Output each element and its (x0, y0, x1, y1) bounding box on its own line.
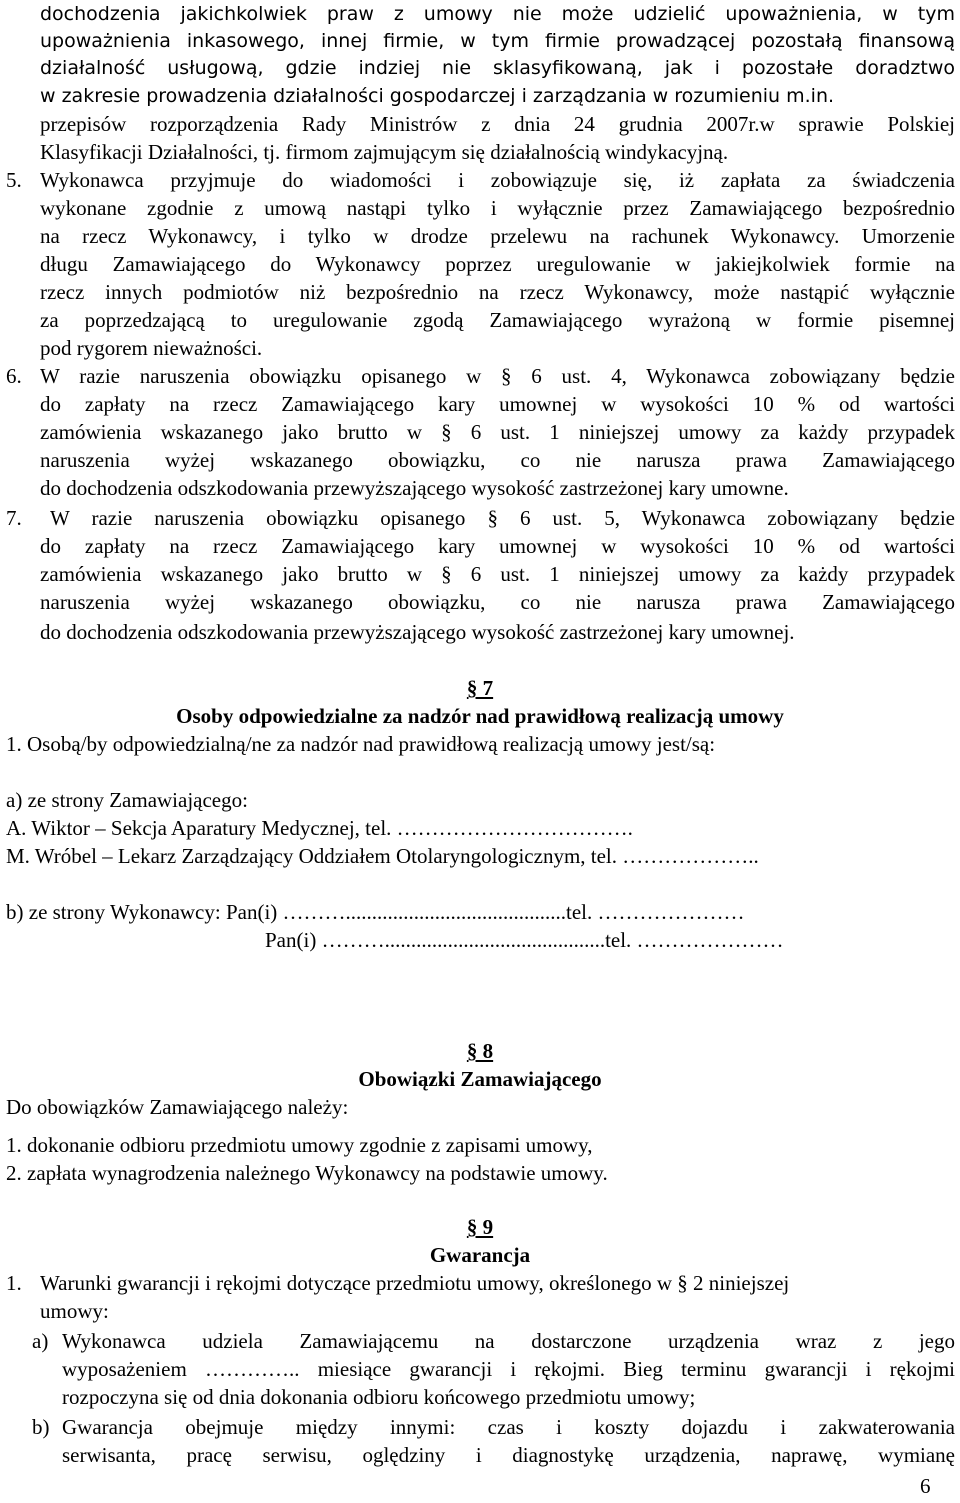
text-line: wyposażeniem ………….. miesiące gwarancji i rękojmi. Bieg terminu gwarancji i rękojmi (62, 1357, 955, 1381)
text-line: dochodzenia jakichkolwiek praw z umowy nie może udzielić upoważnienia, w tym (40, 3, 955, 25)
text-line: Wykonawca udziela Zamawiającemu na dostarczone urządzenia wraz z jego (62, 1329, 955, 1353)
text-line: Klasyfikacji Działalności, tj. firmom zajmującym się działalnością windykacyjną. (40, 140, 729, 164)
text-line: a) ze strony Zamawiającego: (6, 788, 248, 812)
section-number: § 7 (466, 676, 494, 700)
text-line: za poprzedzającą to uregulowanie zgodą Zamawiającego wyrażoną w formie pisemnej (40, 308, 955, 332)
text-line: b) ze strony Wykonawcy: Pan(i) ………..........................................tel. ………………… (6, 900, 745, 924)
text-line: długu Zamawiającego do Wykonawcy poprzez uregulowanie w jakiejkolwiek formie na (40, 252, 955, 276)
item-number: 6. (6, 364, 22, 388)
text-line: naruszenia wyżej wskazanego obowiązku, co nie narusza prawa Zamawiającego (40, 448, 955, 472)
text-line: 1. Osobą/by odpowiedzialną/ne za nadzór nad prawidłową realizacją umowy jest/są: (6, 732, 716, 756)
text-line: zamówienia wskazanego jako brutto w § 6 ust. 1 niniejszej umowy za każdy przypadek (40, 420, 955, 444)
section-title: Osoby odpowiedzialne za nadzór nad prawidłową realizacją umowy (176, 704, 784, 728)
text-line: działalność usługową, gdzie indziej nie sklasyfikowaną, jak i pozostałe doradztwo (40, 57, 955, 79)
text-line: zamówienia wskazanego jako brutto w § 6 ust. 1 niniejszej umowy za każdy przypadek (40, 562, 955, 586)
text-line: w zakresie prowadzenia działalności gospodarczej i zarządzania w rozumieniu m.in. (40, 85, 835, 107)
text-line: Do obowiązków Zamawiającego należy: (6, 1095, 349, 1119)
text-line: M. Wróbel – Lekarz Zarządzający Oddziałem Otolaryngologicznym, tel. ……………….. (6, 844, 759, 868)
text-line: pod rygorem nieważności. (40, 336, 263, 360)
text-line: W razie naruszenia obowiązku opisanego w § 6 ust. 4, Wykonawca zobowiązany będzie (40, 364, 955, 388)
list-item: 2. zapłata wynagrodzenia należnego Wykonawcy na podstawie umowy. (6, 1161, 608, 1185)
section-number: § 8 (466, 1039, 494, 1063)
page-number: 6 (920, 1474, 931, 1498)
text-line: do dochodzenia odszkodowania przewyższającego wysokość zastrzeżonej kary umowne. (40, 476, 789, 500)
text-line: do dochodzenia odszkodowania przewyższającego wysokość zastrzeżonej kary umownej. (40, 620, 795, 644)
text-line: Pan(i) ………..........................................tel. ………………… (265, 928, 784, 952)
text-line: serwisanta, pracę serwisu, oględziny i diagnostykę urządzenia, naprawę, wymianę (62, 1443, 955, 1467)
text-line: przepisów rozporządzenia Rady Ministrów z dnia 24 grudnia 2007r.w sprawie Polskiej (40, 112, 955, 136)
item-number: b) (32, 1415, 50, 1439)
text-line: Warunki gwarancji i rękojmi dotyczące przedmiotu umowy, określonego w § 2 niniejszej (40, 1271, 790, 1295)
text-line: naruszenia wyżej wskazanego obowiązku, co nie narusza prawa Zamawiającego (40, 590, 955, 614)
section-number: § 9 (466, 1215, 494, 1239)
text-line: rzecz innych podmiotów niż bezpośrednio na rzecz Wykonawcy, może nastąpić wyłącznie (40, 280, 955, 304)
text-line: upoważnienia inkasowego, innej firmie, w tym firmie prowadzącej pozostałą finansową (40, 30, 955, 52)
text-line: W razie naruszenia obowiązku opisanego § 6 ust. 5, Wykonawca zobowiązany będzie (50, 506, 955, 530)
list-item: 1. dokonanie odbioru przedmiotu umowy zgodnie z zapisami umowy, (6, 1133, 593, 1157)
text-line: wykonane zgodnie z umową nastąpi tylko i wyłącznie przez Zamawiającego bezpośrednio (40, 196, 955, 220)
section-title: Obowiązki Zamawiającego (358, 1067, 602, 1091)
section-sign (0, 1213, 960, 1241)
text-line: na rzecz Wykonawcy, i tylko w drodze przelewu na rachunek Wykonawcy. Umorzenie (40, 224, 955, 248)
text-line: do zapłaty na rzecz Zamawiającego kary umownej w wysokości 10 % od wartości (40, 392, 955, 416)
text-line: Wykonawca przyjmuje do wiadomości i zobowiązuje się, iż zapłata za świadczenia (40, 168, 955, 192)
section-sign (0, 1037, 960, 1065)
text-line: rozpoczyna się od dnia dokonania odbioru końcowego przedmiotu umowy; (62, 1385, 696, 1409)
item-number: 5. (6, 168, 22, 192)
item-number: 7. (6, 506, 22, 530)
item-number: 1. (6, 1271, 22, 1295)
text-line: Gwarancja obejmuje między innymi: czas i koszty dojazdu i zakwaterowania (62, 1415, 955, 1439)
section-sign (0, 674, 960, 702)
section-title: Gwarancja (429, 1243, 531, 1267)
text-line: umowy: (40, 1299, 109, 1323)
text-line: A. Wiktor – Sekcja Aparatury Medycznej, tel. ……………………………. (6, 816, 633, 840)
item-number: a) (32, 1329, 49, 1353)
text-line: do zapłaty na rzecz Zamawiającego kary umownej w wysokości 10 % od wartości (40, 534, 955, 558)
